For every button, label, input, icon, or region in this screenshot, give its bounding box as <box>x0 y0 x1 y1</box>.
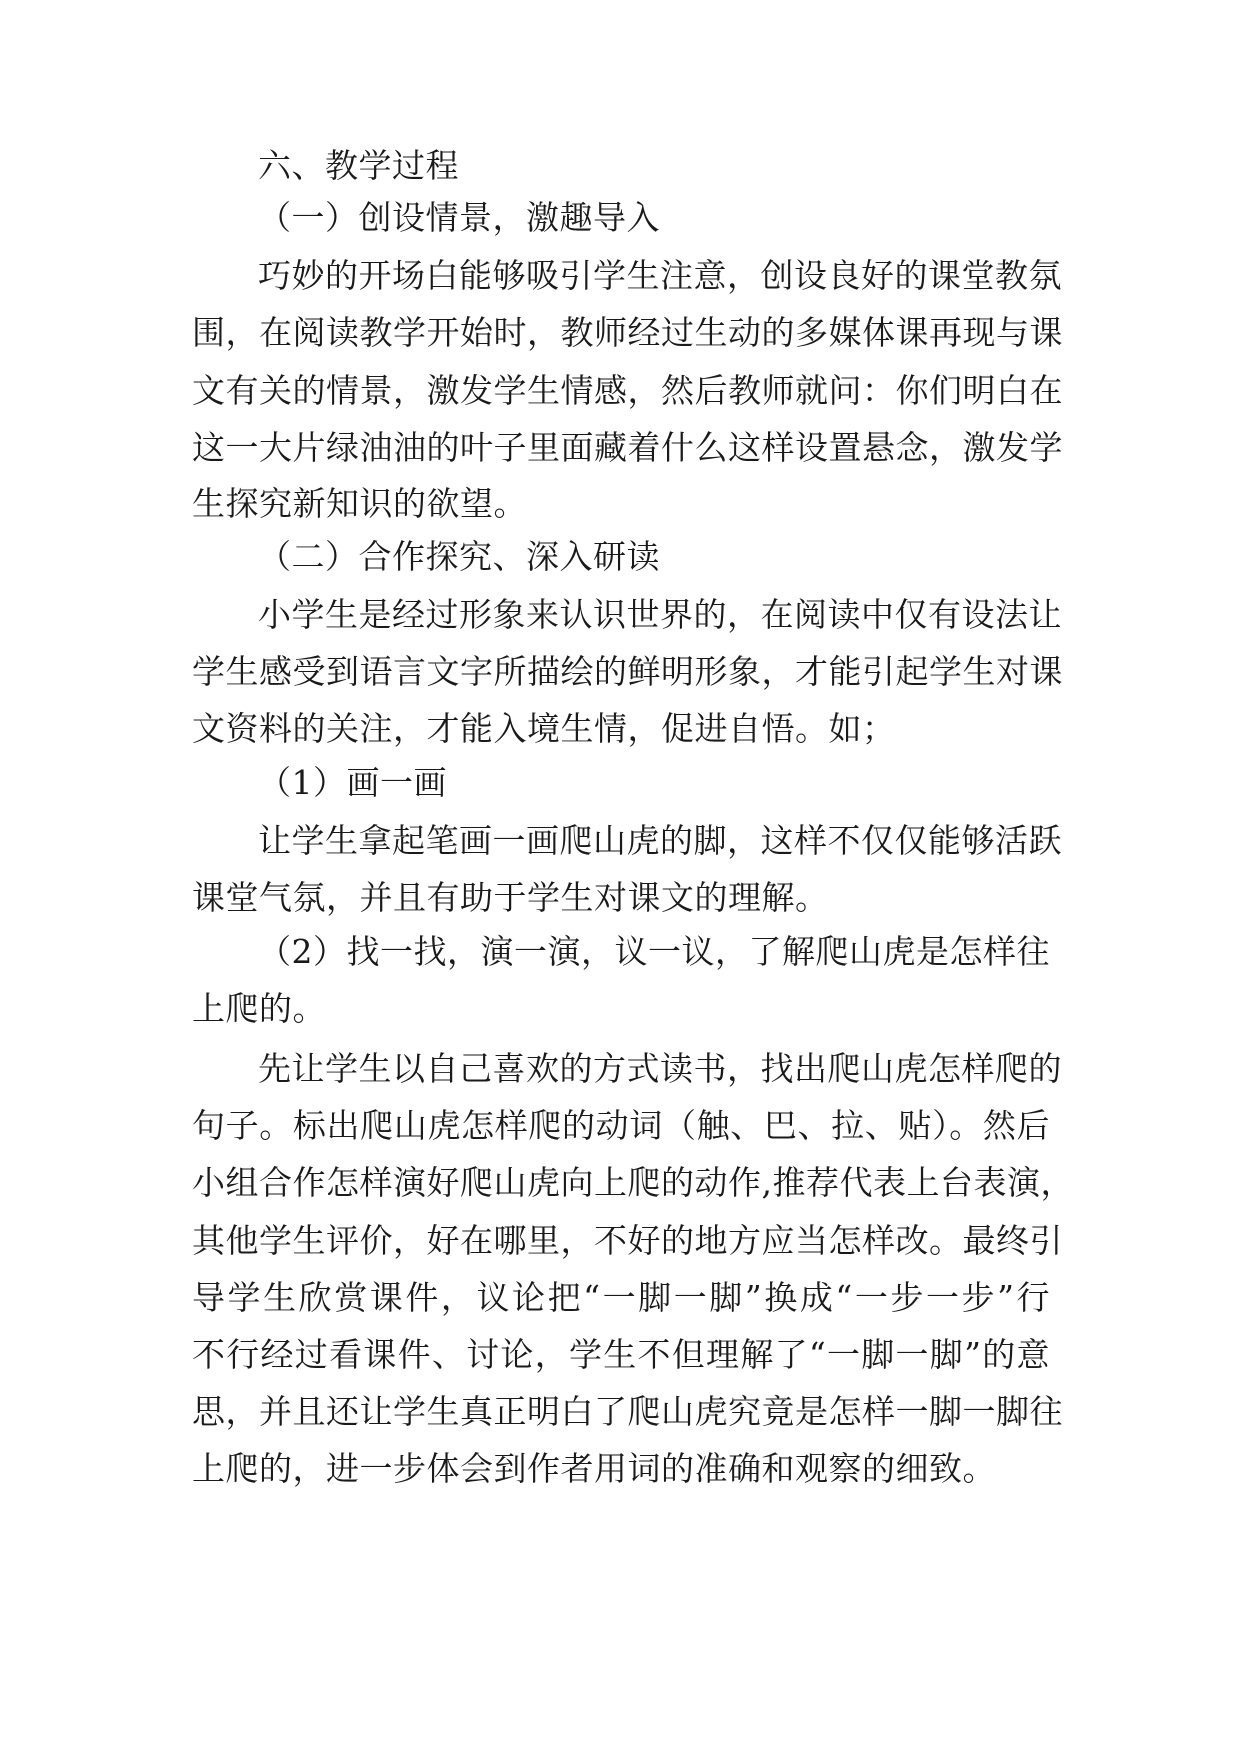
paragraph-line: 小学生是经过形象来认识世界的，在阅读中仅有设法让 <box>258 595 1062 634</box>
paragraph-line: 其他学生评价，好在哪里，不好的地方应当怎样改。最终引 <box>192 1221 1063 1260</box>
subsection-heading: （二）合作探究、深入研读 <box>258 537 660 576</box>
paragraph-line: 先让学生以自己喜欢的方式读书，找出爬山虎怎样爬的 <box>258 1049 1062 1088</box>
paragraph-line: 围，在阅读教学开始时，教师经过生动的多媒体课再现与课 <box>192 313 1063 352</box>
paragraph-line: 思，并且还让学生真正明白了爬山虎究竟是怎样一脚一脚往 <box>192 1392 1063 1431</box>
section-heading: 六、教学过程 <box>258 146 459 185</box>
paragraph-line: 文有关的情景，激发学生情感，然后教师就问：你们明白在 <box>192 371 1063 410</box>
paragraph-line: 生探究新知识的欲望。 <box>192 484 527 523</box>
paragraph-line: 导学生欣赏课件，议论把“一脚一脚”换成“一步一步”行 <box>192 1278 1050 1317</box>
list-item-heading: （2）找一找，演一演，议一议，了解爬山虎是怎样往 <box>258 932 1050 971</box>
paragraph-line: 小组合作怎样演好爬山虎向上爬的动作,推荐代表上台表演， <box>192 1163 1074 1202</box>
paragraph-line: 课堂气氛，并且有助于学生对课文的理解。 <box>192 878 829 917</box>
paragraph-line: 句子。标出爬山虎怎样爬的动词（触、巴、拉、贴）。然后 <box>192 1106 1050 1145</box>
paragraph-line: 让学生拿起笔画一画爬山虎的脚，这样不仅仅能够活跃 <box>258 821 1062 860</box>
paragraph-line: 这一大片绿油油的叶子里面藏着什么这样设置悬念，激发学 <box>192 428 1063 467</box>
subsection-heading: （一）创设情景，激趣导入 <box>258 198 660 237</box>
paragraph-line: 文资料的关注，才能入境生情，促进自悟。如； <box>192 709 896 748</box>
paragraph-line: 上爬的，进一步体会到作者用词的准确和观察的细致。 <box>192 1449 996 1488</box>
paragraph-line: 巧妙的开场白能够吸引学生注意，创设良好的课堂教氛 <box>258 256 1062 295</box>
paragraph-line: 不行经过看课件、讨论，学生不但理解了“一脚一脚”的意 <box>192 1335 1050 1374</box>
paragraph-line: 学生感受到语言文字所描绘的鲜明形象，才能引起学生对课 <box>192 652 1063 691</box>
list-item-heading: （1）画一画 <box>258 763 447 802</box>
list-item-heading: 上爬的。 <box>192 989 326 1028</box>
